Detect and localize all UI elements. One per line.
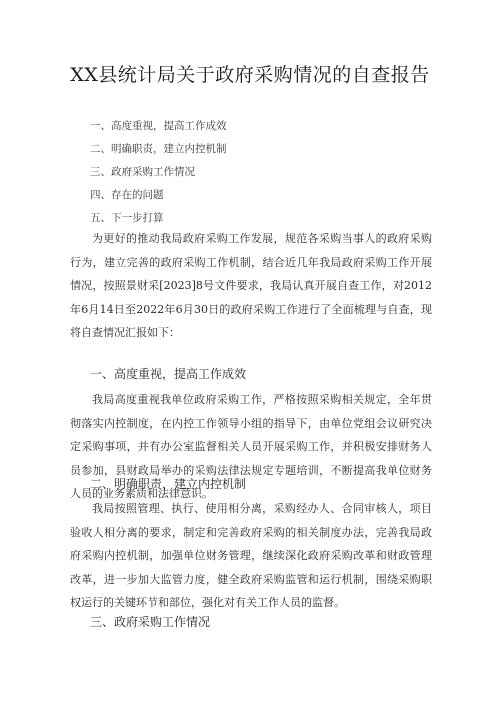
- section-heading: 三、政府采购工作情况: [90, 615, 211, 629]
- section-heading: 一、高度重视，提高工作成效: [90, 367, 247, 381]
- document-title: XX县统计局关于政府采购情况的自查报告: [70, 64, 430, 86]
- section-heading: 二、明确职责，建立内控机制: [90, 477, 247, 491]
- toc-item: 一、高度重视，提高工作成效: [90, 120, 227, 132]
- intro-paragraph: 为更好的推动我局政府采购工作发展，规范各采购当事人的政府采购行为，建立完善的政府采购工作机制，结合近几年我局政府采购工作开展情况，按照景财采[2023]8号文件要求，我局认真开展自查工作，对2012年6月14日至2022年6月30日的政府采购工作进行了全面梳理与自查，现将自查情况汇报如下：: [70, 232, 432, 339]
- toc-item: 二、明确职责，建立内控机制: [90, 143, 227, 155]
- section-paragraph: 我局高度重视我单位政府采购工作，严格按照采购相关规定，全年贯彻落实内控制度，在内控工作领导小组的指导下，由单位党组会议研究决定采购事项，并有办公室监督相关人员开展采购工作，并积极安排财务人员参加，县财政局举办的采购法律法规定专题培训，不断提高我单位财务人员的业务素质和法律意识。: [70, 393, 432, 500]
- toc-item: 三、政府采购工作情况: [90, 166, 195, 178]
- toc-item: 四、存在的问题: [90, 189, 164, 201]
- table-of-contents: [90, 118, 420, 233]
- toc-item: 五、下一步打算: [90, 212, 164, 224]
- section-paragraph: 我局按照管理、执行、使用相分离，采购经办人、合同审核人，项目验收人相分离的要求，制定和完善政府采购的相关制度办法，完善我局政府采购内控机制，加强单位财务管理，继续深化政府采购改革和财政管理改革，进一步加大监管力度，健全政府采购监管和运行机制，围绕采购职权运行的关键环节和部位，强化对有关工作人员的监督。: [70, 502, 432, 609]
